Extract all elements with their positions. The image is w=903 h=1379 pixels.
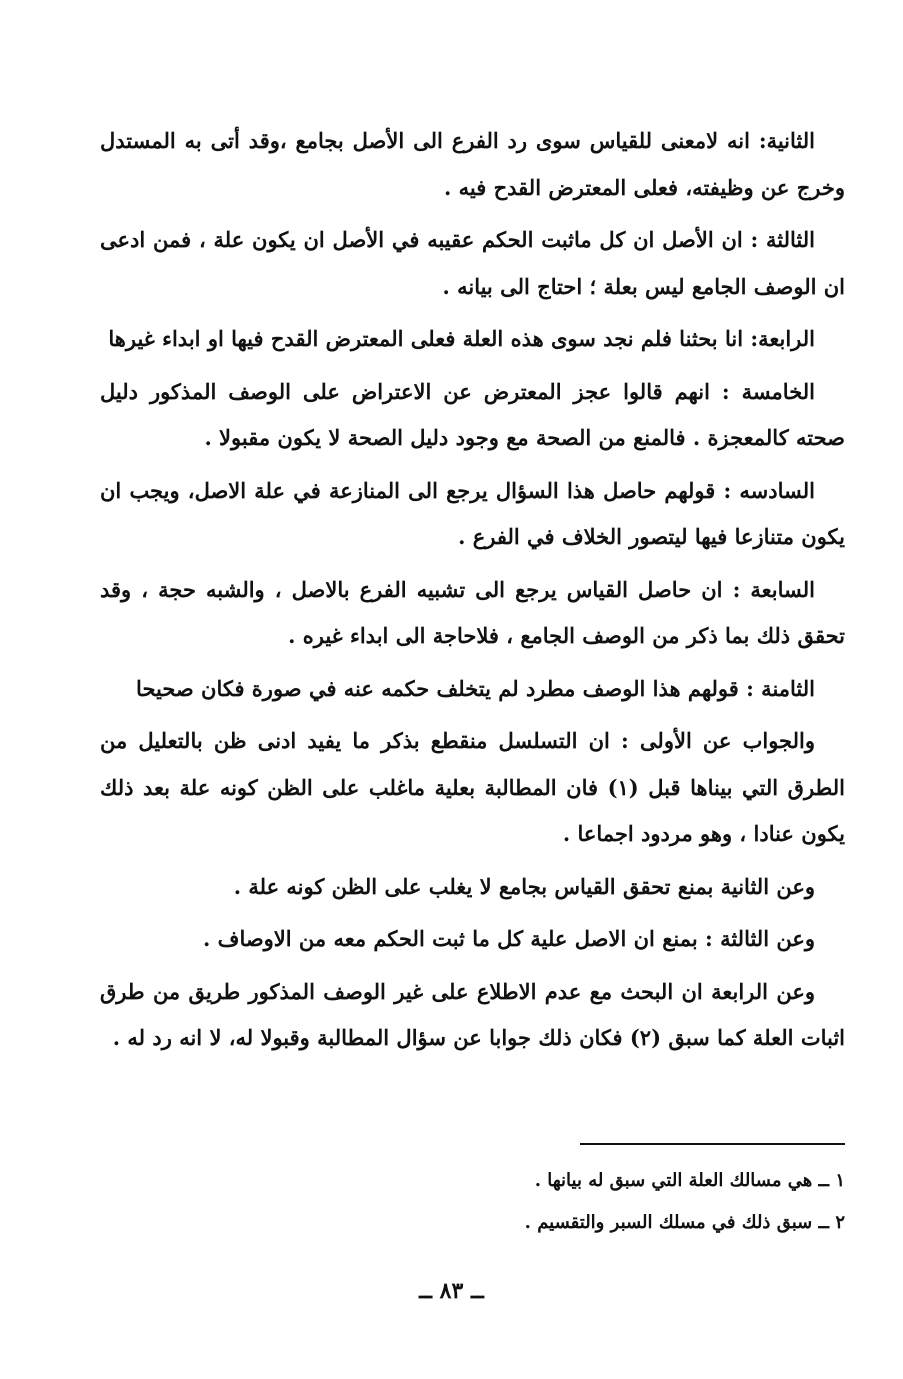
- paragraph-answer-fourth: وعن الرابعة ان البحث مع عدم الاطلاع على غير الوصف المذكور طريق من طرق اثبات العلة كما سبق (٢) فكان ذلك جوابا عن سؤال المطالبة وقبولا له، لا انه رد له .: [100, 978, 845, 1050]
- footnote-2: ٢ ــ سبق ذلك في مسلك السبر والتقسيم .: [524, 1212, 845, 1233]
- paragraph-second: الثانية: انه لامعنى للقياس سوى رد الفرع الى الأصل بجامع ،وقد أتى به المستدل وخرج عن وظيفته، فعلى المعترض القدح فيه .: [100, 128, 845, 200]
- paragraph-answer-third: وعن الثالثة : بمنع ان الاصل علية كل ما ثبت الحكم معه من الاوصاف .: [203, 926, 815, 951]
- paragraph-fourth: الرابعة: انا بحثنا فلم نجد سوى هذه العلة فعلى المعترض القدح فيها او ابداء غيرها: [108, 326, 815, 351]
- paragraph-eighth: الثامنة : قولهم هذا الوصف مطرد لم يتخلف حكمه عنه في صورة فكان صحيحا: [136, 675, 815, 701]
- paragraph-seventh: السابعة : ان حاصل القياس يرجع الى تشبيه الفرع بالاصل ، والشبه حجة ، وقد تحقق ذلك بما ذكر من الوصف الجامع ، فلاحاجة الى ابداء غيره .: [100, 576, 845, 648]
- footnote-1: ١ ــ هي مسالك العلة التي سبق له بيانها .: [534, 1170, 845, 1191]
- page-number: ــ ٨٣ ــ: [419, 1278, 484, 1304]
- footnote-divider: [580, 1143, 845, 1145]
- paragraph-sixth: السادسه : قولهم حاصل هذا السؤال يرجع الى المنازعة في علة الاصل، ويجب ان يكون متنازعا فيها ليتصور الخلاف في الفرع .: [100, 477, 845, 549]
- main-text: [100, 118, 845, 1068]
- footnotes: [285, 1160, 845, 1244]
- paragraph-third: الثالثة : ان الأصل ان كل ماثبت الحكم عقيبه في الأصل ان يكون علة ، فمن ادعى ان الوصف الجامع ليس بعلة ؛ احتاج الى بيانه .: [100, 227, 845, 299]
- paragraph-fifth: الخامسة : انهم قالوا عجز المعترض عن الاعتراض على الوصف المذكور دليل صحته كالمعجزة . فالمنع من الصحة مع وجود دليل الصحة لا يكون مقبولا .: [100, 378, 845, 450]
- paragraph-answer-second: وعن الثانية بمنع تحقق القياس بجامع لا يغلب على الظن كونه علة .: [233, 873, 815, 899]
- paragraph-answer-first: والجواب عن الأولى : ان التسلسل منقطع بذكر ما يفيد ادنى ظن بالتعليل من الطرق التي بيناها قبل (١) فان المطالبة بعلية ماغلب على الظن كونه علة بعد ذلك يكون عنادا ، وهو مردود اجماعا .: [100, 728, 845, 846]
